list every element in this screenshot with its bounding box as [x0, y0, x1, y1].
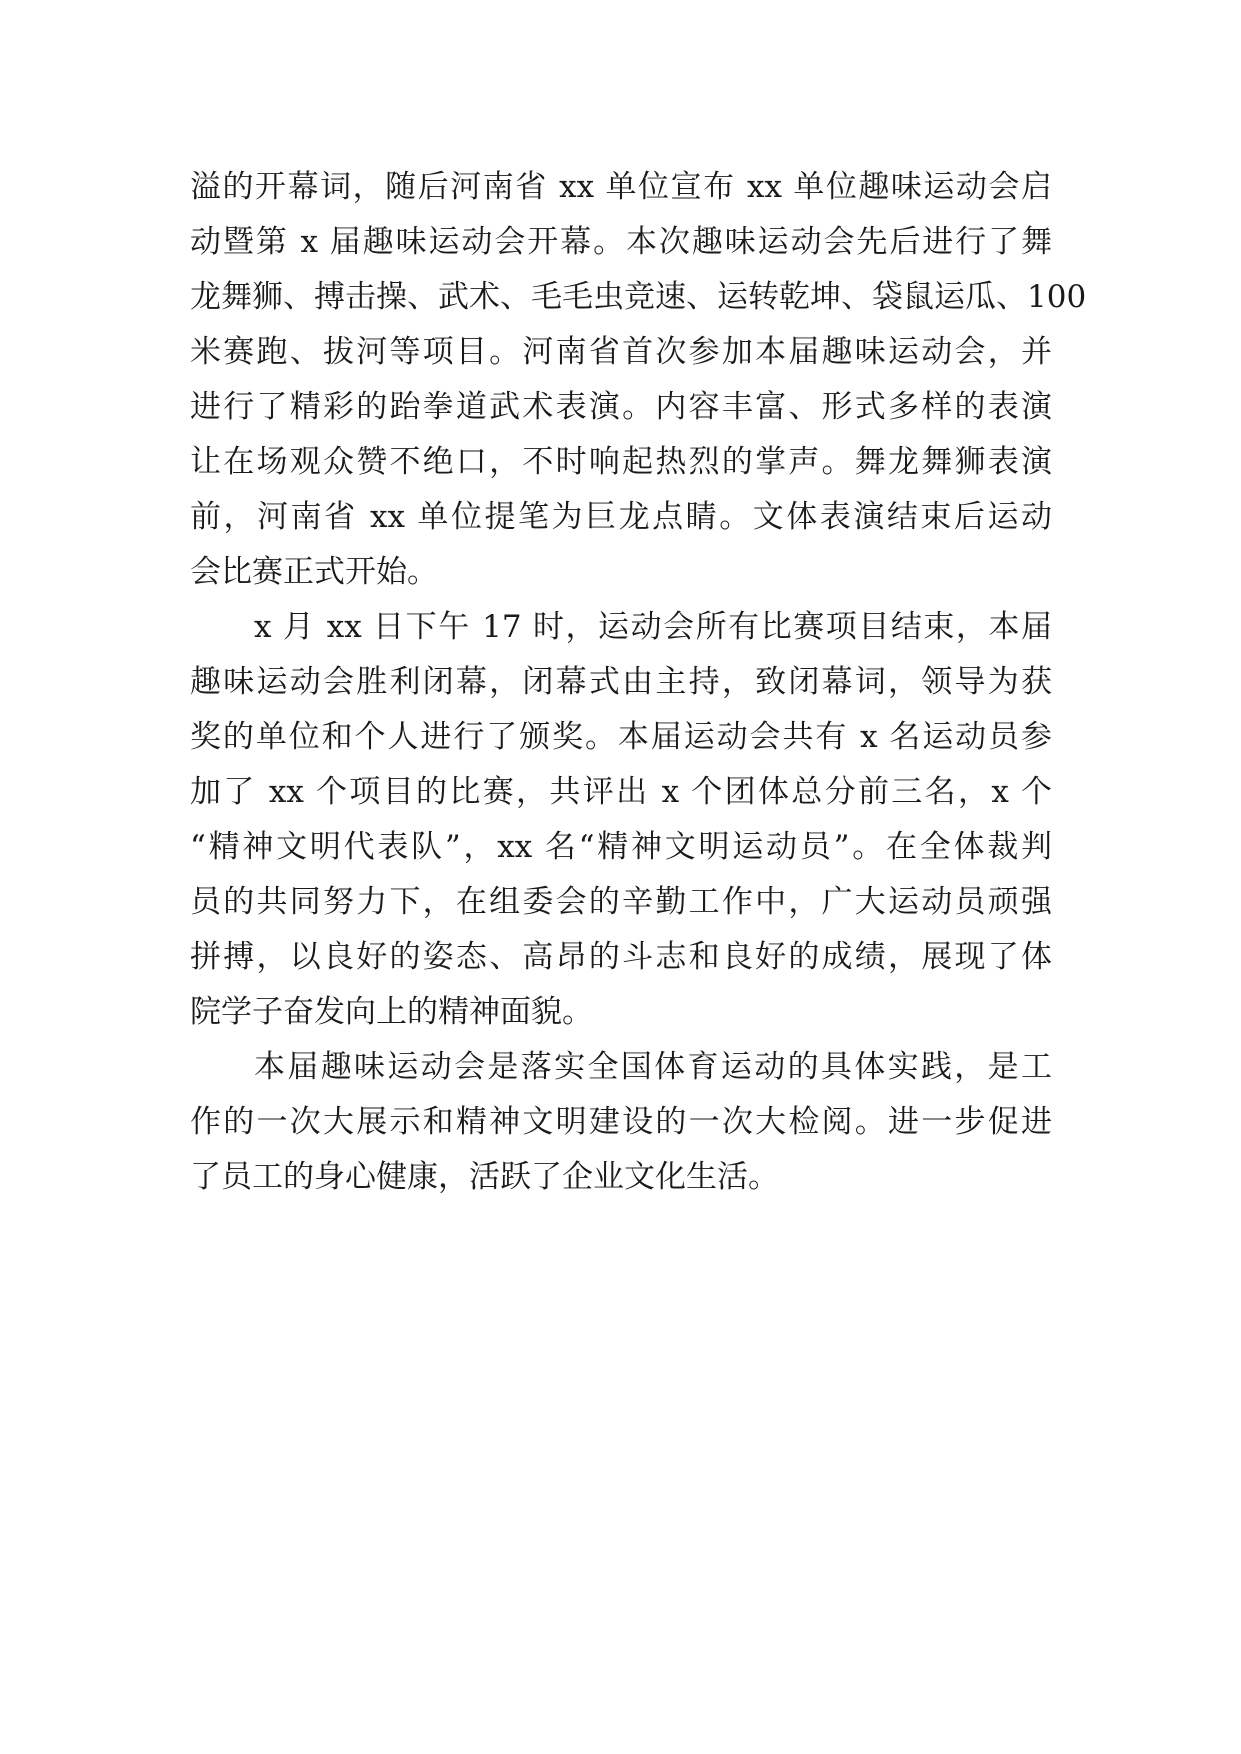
paragraph-1	[190, 160, 1087, 600]
text-line: 前，河南省 xx 单位提笔为巨龙点睛。文体表演结束后运动	[190, 499, 1052, 535]
text-line: 加了 xx 个项目的比赛，共评出 x 个团体总分前三名，x 个	[190, 774, 1052, 810]
text-line: 拼搏，以良好的姿态、高昂的斗志和良好的成绩，展现了体	[190, 939, 1052, 975]
text-line: 让在场观众赞不绝口，不时响起热烈的掌声。舞龙舞狮表演	[190, 444, 1052, 480]
text-line: 动暨第 x 届趣味运动会开幕。本次趣味运动会先后进行了舞	[190, 224, 1052, 260]
text-line: 本届趣味运动会是落实全国体育运动的具体实践，是工	[254, 1049, 1052, 1085]
text-line: 龙舞狮、搏击操、武术、毛毛虫竞速、运转乾坤、袋鼠运瓜、100	[190, 279, 1087, 315]
text-line: 米赛跑、拔河等项目。河南省首次参加本届趣味运动会，并	[190, 334, 1052, 370]
text-line: “精神文明代表队”，xx 名“精神文明运动员”。在全体裁判	[190, 829, 1052, 865]
text-line: 会比赛正式开始。	[190, 554, 438, 590]
paragraph-3	[190, 1040, 1052, 1205]
text-line: 院学子奋发向上的精神面貌。	[190, 994, 593, 1030]
text-line: 溢的开幕词，随后河南省 xx 单位宣布 xx 单位趣味运动会启	[190, 169, 1052, 205]
text-line: 趣味运动会胜利闭幕，闭幕式由主持，致闭幕词，领导为获	[190, 664, 1052, 700]
text-line: 进行了精彩的跆拳道武术表演。内容丰富、形式多样的表演	[190, 389, 1052, 425]
text-line: 作的一次大展示和精神文明建设的一次大检阅。进一步促进	[190, 1104, 1052, 1140]
text-line: 员的共同努力下，在组委会的辛勤工作中，广大运动员顽强	[190, 884, 1052, 920]
text-line: 了员工的身心健康，活跃了企业文化生活。	[190, 1159, 779, 1195]
text-line: x 月 xx 日下午 17 时，运动会所有比赛项目结束，本届	[254, 609, 1052, 645]
document-body	[190, 160, 1087, 1205]
text-line: 奖的单位和个人进行了颁奖。本届运动会共有 x 名运动员参	[190, 719, 1052, 755]
paragraph-2	[190, 600, 1052, 1040]
